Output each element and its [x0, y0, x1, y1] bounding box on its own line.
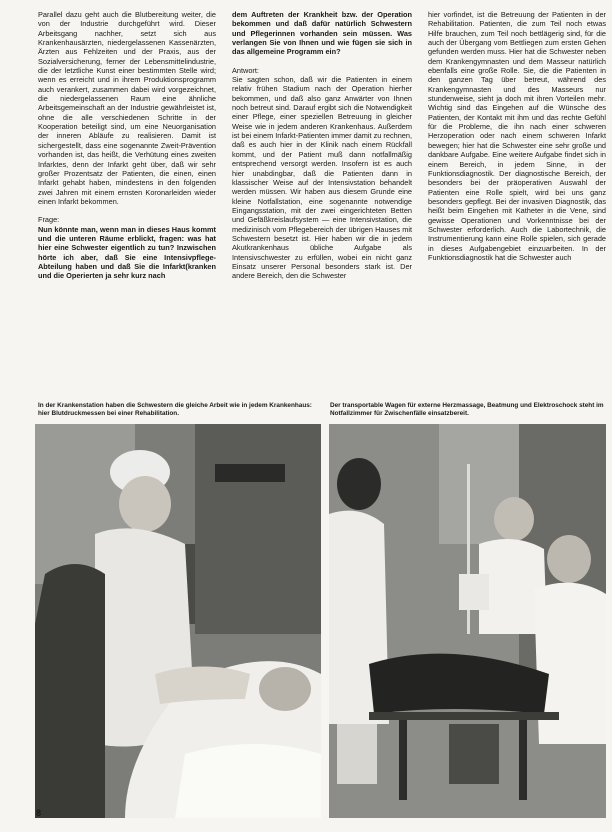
answer-text: Sie sagten schon, daß wir die Patienten in einem relativ frühen Stadium nach der Operation hierher bekommen, und daß also ganz Anwärter von Ihnen noch betreut sind. Darauf ergibt sich die Notwendigkeit einer Pflege, einer speziellen Betreuung in gleicher Weise wie in jedem anderen Krankenhaus. Außerdem ist bei einem Infarkt-Patienten immer damit zu rechnen, daß es auch hier in der Klinik nach einem Rückfall kommt, und der Patient muß dann notfallmäßig entsprechend versorgt werden. Insofern ist es auch hier unabdingbar, daß die Patienten dann in klassischer Weise auf der Intensivstation behandelt werden müssen. Wir haben aus diesem Grunde eine kleine Notfallstation, eine sogenannte notwendige Eingangsstation, mit der zwei eingerichteten Betten und Gefäßkreislaufsystem — eine Intensivstation, die medizinisch vom Pflegebereich der übrigen Hauses mit Schwestern besetzt ist. Hier haben wir die in jedem Akutkrankenhaus übliche Aufgabe als Intensivschwester zu erfüllen, wobei ein nicht ganz Einsatz unserer Personal besonders stark ist. Der andere Bereich, den die Schwester: [232, 75, 413, 281]
photo-caption-right: Der transportable Wagen für externe Herzmassage, Beatmung und Elektroschock steht im Notfallzimmer für Zwischenfälle einsatzbereit.: [330, 402, 604, 418]
column2-question-continued: [232, 10, 412, 57]
photo-emergency-cart: [329, 424, 606, 818]
column1-paragraph-1: Parallel dazu geht auch die Blutbereitung weiter, die von der Industrie durchgeführt wird. Dieser Arbeitsgang nachher, setzt sich aus Krankenhausärzten, niedergelassenen Kassenärzten, Ärzten aus Fehlzeiten und der Praxis, aus der Sozialversicherung, ferner der Lebensmittelindustrie, die der letztliche Kunst einer bestimmten Stelle wird; wenn es erreicht und in ihrem Produktionsprogramm auch verankert, zusammen dabei wird vorgezeichnet, die niedergelassenen Raum eine ähnliche Arbeitsgemeinschaft an der Industrie gewährleistet ist, ohne die alle verschiedenen Schritte in der Kooperation beteiligt sind, um eine Neuorganisation der inneren Abläufe zu realisieren. Damit ist sichergestellt, dass eine sogenannte Zweit-Prävention vorhanden ist, das heißt, die Verhütung eines zweiten Infarktes, denn der Infarkt geht über, daß wir sehr großer Prozentsatz der Patienten, die einen, einen Infarkt gehabt haben, mindestens in den folgenden zwei Jahren mit einem ernsten Koronarleiden wieder einen Infarkt bekommen.: [38, 10, 216, 206]
page-number: 8: [36, 808, 42, 818]
answer-label: Antwort:: [232, 65, 259, 75]
question-text-continued: dem Auftreten der Krankheit bzw. der Operation bekommen und daß dafür natürlich Schwestern und Pflegerinnen vorhanden sein müssen. Was verlangen Sie von Ihnen und wie fügen sie sich in das allgemeine Programm ein?: [232, 10, 412, 57]
column1-question: [38, 215, 216, 280]
question-label: Frage:: [38, 215, 60, 225]
text-column-2: [232, 10, 412, 281]
question-text: Nun könnte man, wenn man in dieses Haus kommt und die unteren Räume erblickt, fragen: was hat hier eine Schwester eigentlich zu tun? Inzwischen hörte ich aber, daß Sie eine Intensivpflege-Abteilung haben und daß Sie die Infarkt(kranken und die Operierten ja sehr kurz nach: [38, 224, 216, 281]
photo-nurse-blood-pressure: [35, 424, 321, 818]
photo-caption-left: In der Krankenstation haben die Schwestern die gleiche Arbeit wie in jedem Krankenhaus: hier Blutdruckmessen bei einer Rehabilitation.: [38, 402, 312, 418]
text-column-1: [38, 10, 216, 281]
photo-emergency-cart-image: [329, 424, 606, 818]
photo-nurse-blood-pressure-image: [35, 424, 321, 818]
column3-paragraph: hier vorfindet, ist die Betreuung der Patienten in der Rehabilitation. Patienten, die zum Teil noch etwas Hilfe brauchen, zum Teil noch bettlägerig sind, für die auch der Übergang vom Bettliegen zum ersten Gehen gefunden werden muss. Hier hat die Schwester neben dem Krankengymnasten und dem Masseur natürlich ebenfalls eine große Rolle. Sie, die die Patienten in den ganzen Tag über betreut, während des Krankengymnasten und des Masseurs nur stundenweise, sieht ja doch mit ihren Vorteilen mehr. Wichtig sind das Eingehen auf die Wünsche des Patienten, der Kontakt mit ihm und das rechte Gefühl für die Probleme, die ihn nach einer schweren Herzoperation oder nach einem schweren Infarkt bewegen; hier hat die Schwester eine sehr große und dankbare Aufgabe. Eine weitere Aufgabe findet sich in einem Bereich, in jedem Sinne, in der Funktionsdiagnostik. Der diagnostische Bereich, der besonders bei der präoperativen Auswahl der Patienten eine Rolle spielt, wird bei uns ganz besonders gepflegt. Bei der invasiven Diagnostik, das heißt beim Eingehen mit Katheter in die Vene, sind gewisse Operationen und Vorkenntnisse bei der Schwester erforderlich. Auch die Labortechnik, die Instrumentierung kann eine Rolle spielen, sich gerade in dieses Aufgabengebiet einzuarbeiten. In der Funktionsdiagnostik hat die Schwester auch: [428, 10, 606, 262]
text-column-3: [428, 10, 606, 262]
column2-answer: [232, 66, 412, 281]
